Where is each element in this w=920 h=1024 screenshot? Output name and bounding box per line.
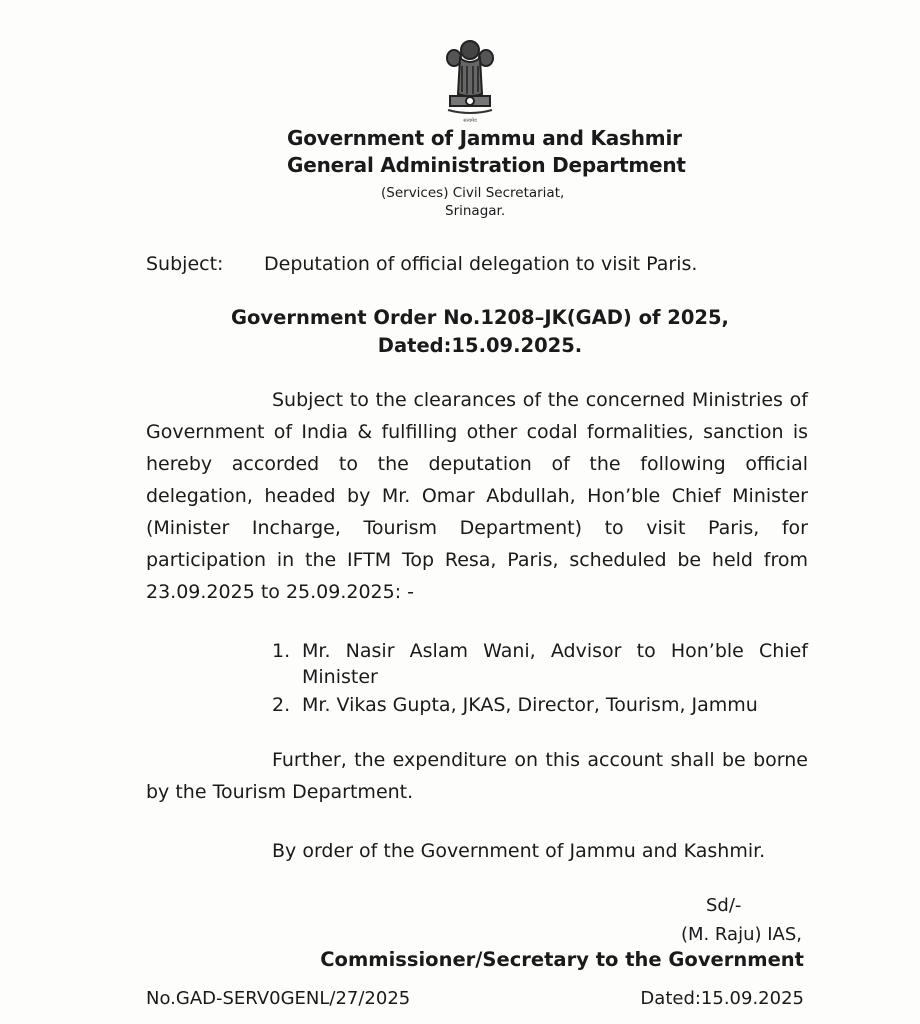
- reference-date: Dated:15.09.2025: [640, 988, 804, 1009]
- delegation-list: [272, 638, 808, 718]
- signatory-name: (M. Raju) IAS,: [680, 924, 802, 945]
- by-order-line: By order of the Government of Jammu and Kashmir.: [272, 840, 766, 862]
- order-number: Government Order No.1208–JK(GAD) of 2025,: [231, 306, 729, 329]
- letterhead-government: Government of Jammu and Kashmir: [287, 126, 682, 150]
- subject-text: Deputation of official delegation to visit Paris.: [264, 253, 698, 275]
- order-date: Dated:15.09.2025.: [377, 334, 583, 357]
- list-item: [272, 638, 808, 690]
- list-item-number: 2.: [272, 694, 291, 716]
- reference-number: No.GAD-SERV0GENL/27/2025: [146, 988, 411, 1009]
- subject-label: Subject:: [146, 253, 224, 275]
- national-emblem-icon: [440, 36, 500, 124]
- svg-text:सत्यमेव: सत्यमेव: [463, 118, 477, 124]
- sanction-paragraph: Subject to the clearances of the concerned Ministries of Government of India & fulfilling other codal formalities, sanction is hereby accorded to the deputation of the following official delegation, headed by Mr. Omar Abdullah, Hon’ble Chief Minister (Minister Incharge, Tourism Department) to visit Paris, for participation in the IFTM Top Resa, Paris, scheduled be held from 23.09.2025 to 25.09.2025: -: [146, 389, 808, 603]
- signature-sd: Sd/-: [706, 895, 742, 916]
- expenditure-paragraph: Further, the expenditure on this account shall be borne by the Tourism Department.: [146, 749, 808, 803]
- list-item: [272, 692, 808, 718]
- list-item-text: Mr. Nasir Aslam Wani, Advisor to Hon’ble Chief Minister: [302, 640, 808, 688]
- signatory-designation: Commissioner/Secretary to the Government: [320, 948, 804, 971]
- letterhead-department: General Administration Department: [287, 153, 686, 177]
- letterhead-office: (Services) Civil Secretariat,: [381, 185, 565, 201]
- letterhead-city: Srinagar.: [445, 203, 506, 219]
- list-item-number: 1.: [272, 640, 291, 662]
- list-item-text: Mr. Vikas Gupta, JKAS, Director, Tourism, Jammu: [302, 694, 758, 716]
